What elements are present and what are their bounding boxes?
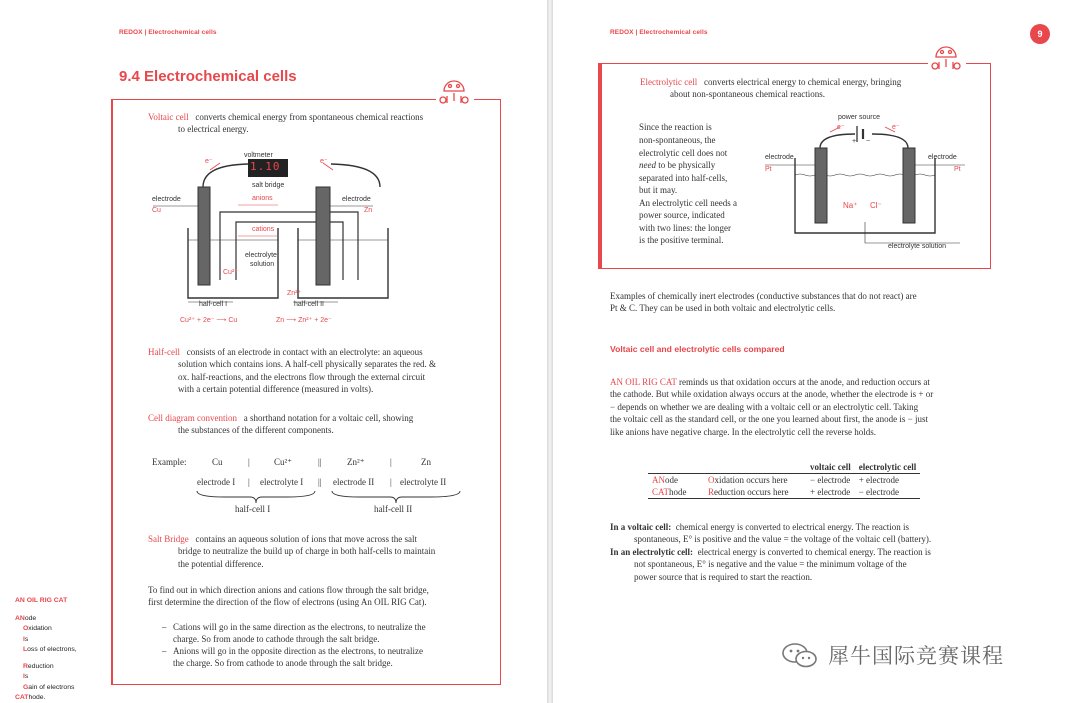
rbox-border-left — [598, 63, 602, 269]
oilrig-para-2: the cathode. But while oxidation always occurs at the anode, whether the electrode is + or — [610, 389, 934, 399]
bullet-2-line-1: Anions will go in the opposite direction as the electrons, to neutralize — [173, 646, 423, 656]
example-label: Example: — [152, 457, 187, 467]
voltaic-def-cont: to electrical energy. — [178, 124, 249, 134]
bullet-1-line-2: charge. So from anode to cathode through the salt bridge. — [173, 634, 380, 644]
mn-line-2: Is — [23, 635, 29, 643]
direction-line-1: To find out in which direction anions and cations flow through the salt bridge, — [148, 585, 429, 595]
in-electrolytic-2: not spontaneous, E° is negative and the value = the minimum voltage of the — [634, 559, 907, 569]
half-cell-def: Half-cell consists of an electrode in contact with an electrolyte: an aqueous — [148, 347, 423, 357]
since-2: non-spontaneous, the — [639, 135, 716, 145]
running-header-left: REDOX | Electrochemical cells — [119, 29, 217, 36]
table-header-empty-2 — [704, 461, 806, 474]
minus-sign: − — [866, 138, 871, 145]
oilrig-para-4: the voltaic cell as the standard cell, or the one you learned about first, the anode is − just — [610, 414, 928, 424]
inert-line-1: Examples of chemically inert electrodes (conductive substances that do not react) are — [610, 291, 917, 301]
pt-left-label: Pt — [765, 166, 772, 173]
example-part-7: electrolyte II — [400, 477, 447, 487]
margin-note-oilrig — [15, 596, 77, 703]
mascot-icon — [436, 74, 472, 108]
cu-ion-label: Cu²⁺ — [223, 269, 238, 276]
example-part-1: electrode I — [197, 477, 236, 487]
rbox-border-bottom — [598, 268, 991, 269]
table-header-row — [648, 461, 920, 474]
inert-line-2: Pt & C. They can be used in both voltaic and electrolytic cells. — [610, 303, 836, 313]
bullet-2-line-2: the charge. So from cathode to anode through the salt bridge. — [173, 658, 393, 668]
box-border-bottom — [111, 684, 501, 685]
in-voltaic-1: In a voltaic cell: chemical energy is converted to electrical energy. The reaction is — [610, 522, 910, 532]
anions-label: anions — [252, 195, 273, 202]
cations-label: cations — [252, 226, 275, 233]
example-part-2: | — [248, 477, 250, 487]
pt-electrode-right — [903, 148, 915, 223]
mn-line-0: ANode — [15, 614, 37, 622]
example-part-3: electrolyte I — [260, 477, 304, 487]
half-cell-1-label: half-cell I — [199, 301, 228, 308]
cl-ion-label: Cl⁻ — [870, 201, 882, 210]
page-gutter — [547, 0, 553, 703]
pt-right-label: Pt — [954, 166, 961, 173]
electrolytic-def: Electrolytic cell converts electrical energy to chemical energy, bringing — [640, 77, 902, 87]
electrolyte-solution-label: electrolyte solution — [888, 243, 946, 250]
since-7: An electrolytic cell needs a — [639, 198, 737, 208]
half-equation-left: Cu²⁺ + 2e⁻ ⟶ Cu — [180, 317, 238, 324]
example-cell-3: Cu²⁺ — [274, 457, 292, 467]
mn-line-8: CAThode. — [15, 694, 46, 701]
since-6: but it may. — [639, 185, 678, 195]
wechat-icon — [780, 640, 820, 670]
half-cell-def-4: with a certain potential difference (measured in volts). — [178, 384, 374, 394]
oilrig-para-1: AN OIL RIG CAT reminds us that oxidation occurs at the anode, and reduction occurs at — [610, 377, 930, 387]
e-label-right-2: e⁻ — [892, 124, 900, 131]
example-part-4: || — [318, 477, 322, 487]
mn-line-7: Gain of electrons — [23, 683, 75, 691]
compare-heading: Voltaic cell and electrolytic cells compared — [610, 344, 785, 354]
e-label-left-2: e⁻ — [837, 124, 845, 131]
in-electrolytic-3: power source that is required to start the reaction. — [634, 572, 813, 582]
oilrig-para-5: like anions have negative charge. In the electrolytic cell the reverse holds. — [610, 427, 876, 437]
table-row: CAThode Reduction occurs here + electrode − electrode — [648, 486, 920, 499]
half-cell-def-3: ox. half-reactions, and the electrons flow through the external circuit — [178, 372, 426, 382]
table-header-voltaic: voltaic cell — [806, 461, 855, 474]
bullet-2-mark: – — [162, 646, 167, 656]
box-border-top-b — [474, 99, 501, 100]
running-header-right: REDOX | Electrochemical cells — [610, 29, 708, 36]
example-part-5: electrode II — [333, 477, 375, 487]
example-group-1: half-cell I — [235, 504, 271, 514]
power-source-label: power source — [838, 114, 881, 121]
margin-note-title: AN OIL RIG CAT — [15, 597, 68, 604]
electron-label-right: e⁻ — [320, 158, 328, 165]
comparison-table — [648, 461, 920, 499]
half-cell-def-2: solution which contains ions. A half-cell physically separates the red. & — [178, 359, 436, 369]
since-1: Since the reaction is — [639, 122, 712, 132]
voltmeter-label: voltmeter — [244, 152, 273, 159]
in-electrolytic-1: In an electrolytic cell: electrical energy is converted to chemical energy. The reaction is — [610, 547, 931, 557]
direction-line-2: first determine the direction of the flow of electrons (using An OIL RIG Cat). — [148, 597, 427, 607]
example-cell-4: || — [318, 457, 322, 467]
box-border-left — [111, 99, 113, 685]
section-title: 9.4 Electrochemical cells — [119, 68, 297, 85]
salt-bridge-def: Salt Bridge contains an aqueous solution of ions that move across the salt — [148, 534, 417, 544]
voltaic-def: Voltaic cell converts chemical energy from spontaneous chemical reactions — [148, 112, 424, 122]
example-cell-2: | — [248, 457, 250, 467]
box-border-top-a — [111, 99, 436, 100]
oilrig-para-3: − depends on whether we are dealing with a voltaic cell or an electrolytic cell. Taking — [610, 402, 919, 412]
cu-electrode — [198, 187, 210, 285]
table-header-electrolytic: electrolytic cell — [855, 461, 921, 474]
since-3: electrolytic cell does not — [639, 148, 728, 158]
since-9: with two lines: the longer — [639, 223, 731, 233]
rbox-border-top-b — [966, 63, 991, 64]
mn-line-6: Is — [23, 673, 29, 680]
since-5: separated into half-cells, — [639, 173, 728, 183]
watermark-text: 犀牛国际竞赛课程 — [828, 644, 1004, 668]
metal-right-label: Zn — [364, 207, 373, 214]
watermark — [780, 640, 1004, 670]
electrode-right-label: electrode — [342, 196, 371, 203]
solution-label: solution — [250, 261, 275, 268]
since-8: power source, indicated — [639, 210, 725, 220]
electron-label-left: e⁻ — [205, 158, 213, 165]
since-10: is the positive terminal. — [639, 235, 724, 245]
metal-left-label: Cu — [152, 207, 161, 214]
half-cell-2-label: half-cell II — [294, 301, 324, 308]
electrode-left-label: electrode — [152, 196, 181, 203]
table-row: ANode Oxidation occurs here − electrode + electrode — [652, 475, 900, 485]
rbox-border-top-a — [598, 63, 928, 64]
example-cell-1: Cu — [212, 457, 223, 467]
in-voltaic-2: spontaneous, E° is positive and the value = the voltage of the voltaic cell (battery). — [634, 534, 932, 544]
voltmeter-reading: 1.10 — [250, 160, 281, 173]
table-header-empty-1 — [648, 461, 704, 474]
cell-diagram-def-2: the substances of the different components. — [178, 425, 334, 435]
page-number-badge: 9 — [1030, 24, 1050, 44]
electrode-right-label-2: electrode — [928, 154, 957, 161]
rbox-border-right — [990, 63, 991, 269]
example-cell-7: Zn — [421, 457, 431, 467]
cell-diagram-def: Cell diagram convention a shorthand notation for a voltaic cell, showing — [148, 413, 414, 423]
electrolyte-label: electrolyte — [245, 252, 277, 259]
example-cell-6: | — [390, 457, 392, 467]
mascot-icon-right — [928, 40, 964, 74]
example-part-6: | — [390, 477, 392, 487]
salt-bridge-label: salt bridge — [252, 182, 285, 189]
zn-electrode — [316, 187, 330, 285]
example-group-2: half-cell II — [374, 504, 413, 514]
mn-line-1: Oxidation — [23, 625, 52, 632]
plus-sign: + — [852, 138, 857, 145]
salt-bridge-def-2: bridge to neutralize the build up of charge in both half-cells to maintain — [178, 546, 436, 556]
electrode-left-label-2: electrode — [765, 154, 794, 161]
mn-line-3: Loss of electrons, — [23, 646, 77, 653]
bullet-1-mark: – — [162, 622, 167, 632]
example-cell-5: Zn²⁺ — [347, 457, 365, 467]
since-4: need to be physically — [639, 160, 716, 170]
na-ion-label: Na⁺ — [843, 201, 858, 210]
electrolytic-def-2: about non-spontaneous chemical reactions. — [670, 89, 825, 99]
pt-electrode-left — [815, 148, 827, 223]
half-equation-right: Zn ⟶ Zn²⁺ + 2e⁻ — [276, 317, 332, 324]
salt-bridge-def-3: the potential difference. — [178, 559, 264, 569]
voltaic-cell-diagram — [148, 150, 488, 315]
box-border-right — [500, 99, 501, 685]
bullet-1-line-1: Cations will go in the same direction as the electrons, to neutralize the — [173, 622, 426, 632]
mn-line-5: Reduction — [23, 662, 54, 670]
zn-ion-label: Zn²⁺ — [287, 290, 302, 297]
